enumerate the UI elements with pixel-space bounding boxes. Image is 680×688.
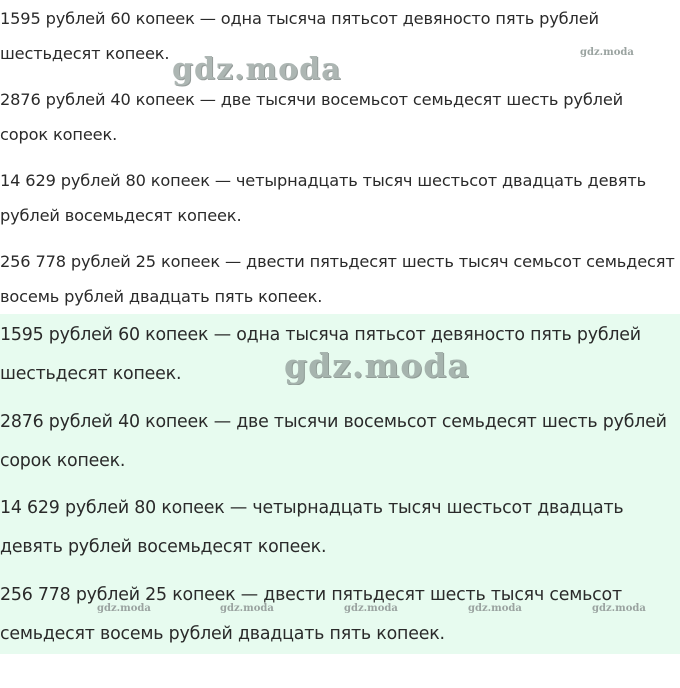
answer-line: шестьдесят копеек. xyxy=(0,364,182,384)
answer-item xyxy=(0,82,623,152)
watermark-small: gdz.moda xyxy=(592,603,646,614)
watermark-small: gdz.moda xyxy=(344,603,398,614)
answer-line: сорок копеек. xyxy=(0,125,118,144)
watermark-small: gdz.moda xyxy=(468,603,522,614)
answer-item xyxy=(0,576,622,654)
watermark-small: gdz.moda xyxy=(97,603,151,614)
answer-line: 1595 рублей 60 копеек — одна тысяча пятьсот девяносто пять рублей xyxy=(0,9,599,28)
watermark-logo: gdz.moda xyxy=(172,52,342,87)
watermark-small: gdz.moda xyxy=(220,603,274,614)
answer-line: девять рублей восемьдесят копеек. xyxy=(0,537,327,557)
answer-line: 14 629 рублей 80 копеек — четырнадцать тысяч шестьсот двадцать девять xyxy=(0,171,647,190)
answer-item xyxy=(0,403,667,481)
watermark-logo: gdz.moda xyxy=(284,346,470,385)
answer-line: семьдесят восемь рублей двадцать пять копеек. xyxy=(0,624,445,644)
answer-item xyxy=(0,244,675,314)
answer-line: рублей восемьдесят копеек. xyxy=(0,206,242,225)
answer-item xyxy=(0,163,646,233)
watermark-small: gdz.moda xyxy=(580,47,634,58)
answer-line: шестьдесят копеек. xyxy=(0,44,170,63)
answer-line: 1595 рублей 60 копеек — одна тысяча пятьсот девяносто пять рублей xyxy=(0,325,641,345)
answer-line: сорок копеек. xyxy=(0,451,126,471)
answer-line: 14 629 рублей 80 копеек — четырнадцать тысяч шестьсот двадцать xyxy=(0,498,624,518)
answer-line: 256 778 рублей 25 копеек — двести пятьдесят шесть тысяч семьсот xyxy=(0,585,622,605)
answers-plain-section xyxy=(0,0,680,314)
answer-line: 256 778 рублей 25 копеек — двести пятьдесят шесть тысяч семьсот семьдесят xyxy=(0,252,675,271)
answer-line: восемь рублей двадцать пять копеек. xyxy=(0,287,323,306)
answer-line: 2876 рублей 40 копеек — две тысячи восемьсот семьдесят шесть рублей xyxy=(0,90,624,109)
answer-line: 2876 рублей 40 копеек — две тысячи восемьсот семьдесят шесть рублей xyxy=(0,412,667,432)
answer-item xyxy=(0,489,623,567)
